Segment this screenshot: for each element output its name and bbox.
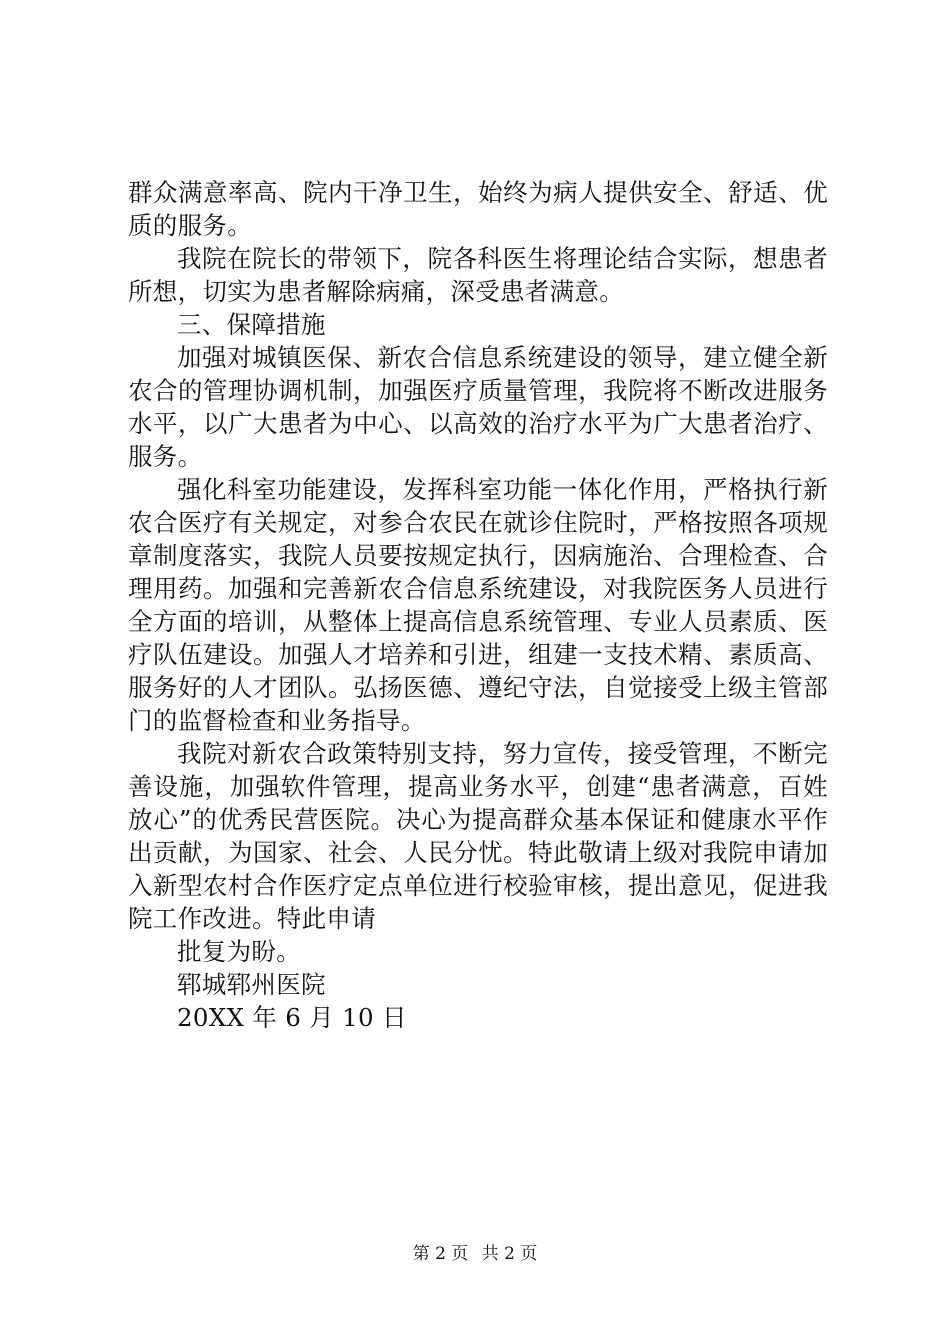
signature-date: 20XX 年 6 月 10 日 [177, 1003, 407, 1032]
paragraph-policy-support: 我院对新农合政策特别支持，努力宣传，接受管理，不断完善设施，加强软件管理，提高业务水平，创建“患者满意，百姓放心”的优秀民营医院。决心为提高群众基本保证和健康水平作出贡献，为国家、社会、人民分忧。特此敬请上级对我院申请加入新型农村合作医疗定点单位进行校验审核，提出意见，促进我院工作改进。特此申请 [128, 739, 828, 933]
page-footer [0, 1244, 950, 1264]
page-total: 共 2 页 [481, 1244, 538, 1264]
document-body [128, 176, 828, 1034]
signature-hospital: 郓城郓州医院 [177, 970, 326, 999]
paragraph-leadership: 我院在院长的带领下，院各科医生将理论结合实际，想患者所想，切实为患者解除病痛，深受患者满意。 [128, 244, 828, 306]
section-heading-measures: 三、保障措施 [177, 310, 326, 339]
paragraph-department-building: 强化科室功能建设，发挥科室功能一体化作用，严格执行新农合医疗有关规定，对参合农民在就诊住院时，严格按照各项规章制度落实，我院人员要按规定执行，因病施治、合理检查、合理用药。加强和完善新农合信息系统建设，对我院医务人员进行全方面的培训，从整体上提高信息系统管理、专业人员素质、医疗队伍建设。加强人才培养和引进，组建一支技术精、素质高、服务好的人才团队。弘扬医德、遵纪守法，自觉接受上级主管部门的监督检查和业务指导。 [128, 475, 828, 735]
page-number: 第 2 页 [412, 1244, 469, 1264]
paragraph-system-leadership: 加强对城镇医保、新农合信息系统建设的领导，建立健全新农合的管理协调机制，加强医疗质量管理，我院将不断改进服务水平，以广大患者为中心、以高效的治疗水平为广大患者治疗、服务。 [128, 343, 828, 471]
closing-request: 批复为盼。 [177, 937, 301, 966]
paragraph-continuation: 群众满意率高、院内干净卫生，始终为病人提供安全、舒适、优质的服务。 [128, 178, 828, 240]
